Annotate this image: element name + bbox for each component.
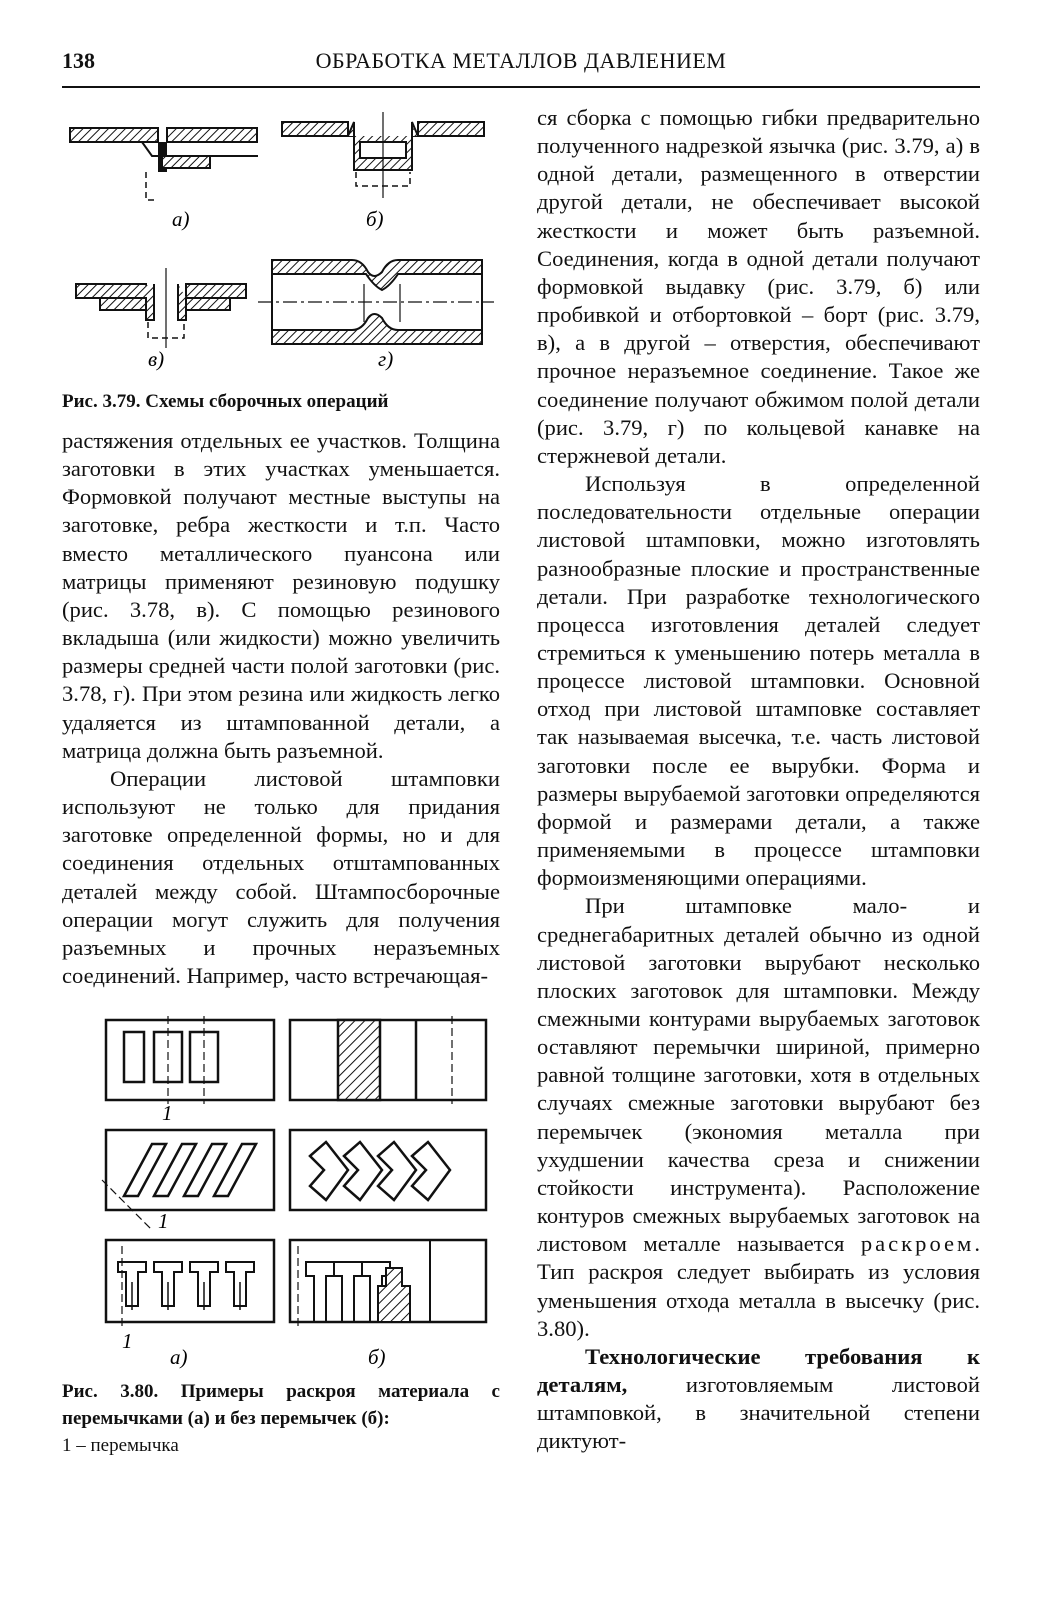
right-paragraph-3-end: . Тип раскроя следует выбирать из условия уменьшения отхода металла в высечку (рис. 3.80). — [537, 1231, 980, 1341]
layout-row-3 — [106, 1240, 486, 1369]
right-paragraph-3 — [537, 892, 980, 1343]
right-paragraph-3-start: При штамповке мало- и среднегабаритных деталей обычно из одной листовой заготовки вырубают несколько плоских заготовок для штамповки. Между смежными контурами вырубаемых заготовок оставляют перемычки шириной, примерно равной толщине заготовки, хотя в отдельных случаях смежные заготовки вырубают без перемычек (экономия металла при ухудшении качества среза и снижении стойкости инструмента). Расположение контуров смежных вырубаемых заготовок на листовом металле называется — [537, 893, 980, 1257]
figure-3-80 — [62, 1006, 500, 1459]
figure-3-79-caption: Рис. 3.79. Схемы сборочных операций — [62, 391, 389, 412]
page-number: 138 — [62, 48, 95, 73]
right-column — [537, 104, 980, 1456]
scheme-a — [70, 128, 258, 231]
header-rule — [62, 86, 980, 88]
running-title: ОБРАБОТКА МЕТАЛЛОВ ДАВЛЕНИЕМ — [315, 48, 727, 73]
layout-row-1 — [106, 1016, 486, 1125]
right-paragraph-4-rest: изготовляемым листовой штамповкой, в значительной степени диктуют- — [537, 1372, 980, 1454]
figure-3-80-caption-main: Рис. 3.80. Примеры раскроя материала с перемычками (а) и без перемычек (б): — [62, 1381, 500, 1430]
layout-row-2 — [102, 1130, 486, 1233]
label-a: а) — [172, 207, 190, 231]
left-column — [62, 98, 500, 1459]
right-paragraph-2: Используя в определенной последовательности отдельные операции листовой штамповки, можно изготовлять разнообразные плоские и пространственные детали. При разработке технологического процесса изготовления деталей следует стремиться к уменьшению потерь металла в процессе листовой штамповки. Основной отход при листовой штамповке составляет так называемая высечка, т.е. часть листовой заготовки после ее вырубки. Форма и размеры вырубаемой заготовки определяются формой и размерами детали, а также применяемыми в процессе штамповки формоизменяющими операциями. — [537, 471, 980, 891]
label-one-top: 1 — [162, 1101, 173, 1126]
left-paragraph-2: Операции листовой штамповки используют не только для придания заготовке определенной формы, но и для соединения отдельных отштампованных деталей между собой. Штампосборочные операции могут служить для получения разъемных и прочных неразъемных соединений. Например, часто встречающая- — [62, 765, 500, 988]
scheme-g — [258, 260, 494, 371]
label-b-380: б) — [368, 1345, 386, 1370]
figure-3-80-caption-legend: 1 – перемычка — [62, 1435, 179, 1457]
figure-3-79 — [62, 98, 500, 415]
scheme-v — [76, 268, 246, 371]
label-v: в) — [148, 347, 165, 371]
scheme-b — [282, 112, 484, 231]
right-paragraph-1: ся сборка с помощью гибки предварительно полученного надрезкой язычка (рис. 3.79, а) в одной детали, размещенного в отверстии другой детали, не обеспечивает высокой жесткости и может быть разъемной. Соединения, когда в одной детали получают формовкой выдавку (рис. 3.79, б) или пробивкой и отбортовкой – борт (рис. 3.79, в), а в другой – отверстия, обеспечивают прочное неразъемное соединение. Такое же соединение получают обжимом полой детали (рис. 3.79, г) по кольцевой канавке на стержневой детали. — [537, 105, 980, 468]
figure-3-80-caption — [62, 1378, 500, 1459]
label-g: г) — [378, 347, 394, 371]
tech-requirements-heading: Технологические требования к деталям, — [537, 1343, 980, 1398]
label-a-380: а) — [170, 1345, 188, 1370]
label-one-mid: 1 — [158, 1209, 169, 1234]
label-one-bot: 1 — [122, 1329, 133, 1354]
right-paragraph-4 — [537, 1343, 980, 1456]
label-b: б) — [366, 207, 384, 231]
assembly-schemes-diagram — [62, 98, 500, 388]
left-paragraph-1: растяжения отдельных ее участков. Толщина заготовки в этих участках уменьшается. Формовкой получают местные выступы на заготовке, ребра жесткости и т.п. Часто вместо металлического пуансона или матрицы применяют резиновую подушку (рис. 3.78, в). С помощью резинового вкладыша (или жидкости) можно увеличить размеры средней части полой заготовки (рис. 3.78, г). При этом резина или жидкость легко удаляется из штампованной детали, а матрица должна быть разъемной. — [62, 428, 500, 763]
cutting-layout-diagram — [62, 1006, 500, 1378]
page-header — [62, 44, 980, 84]
term-raskroy: раскроем — [860, 1231, 975, 1257]
